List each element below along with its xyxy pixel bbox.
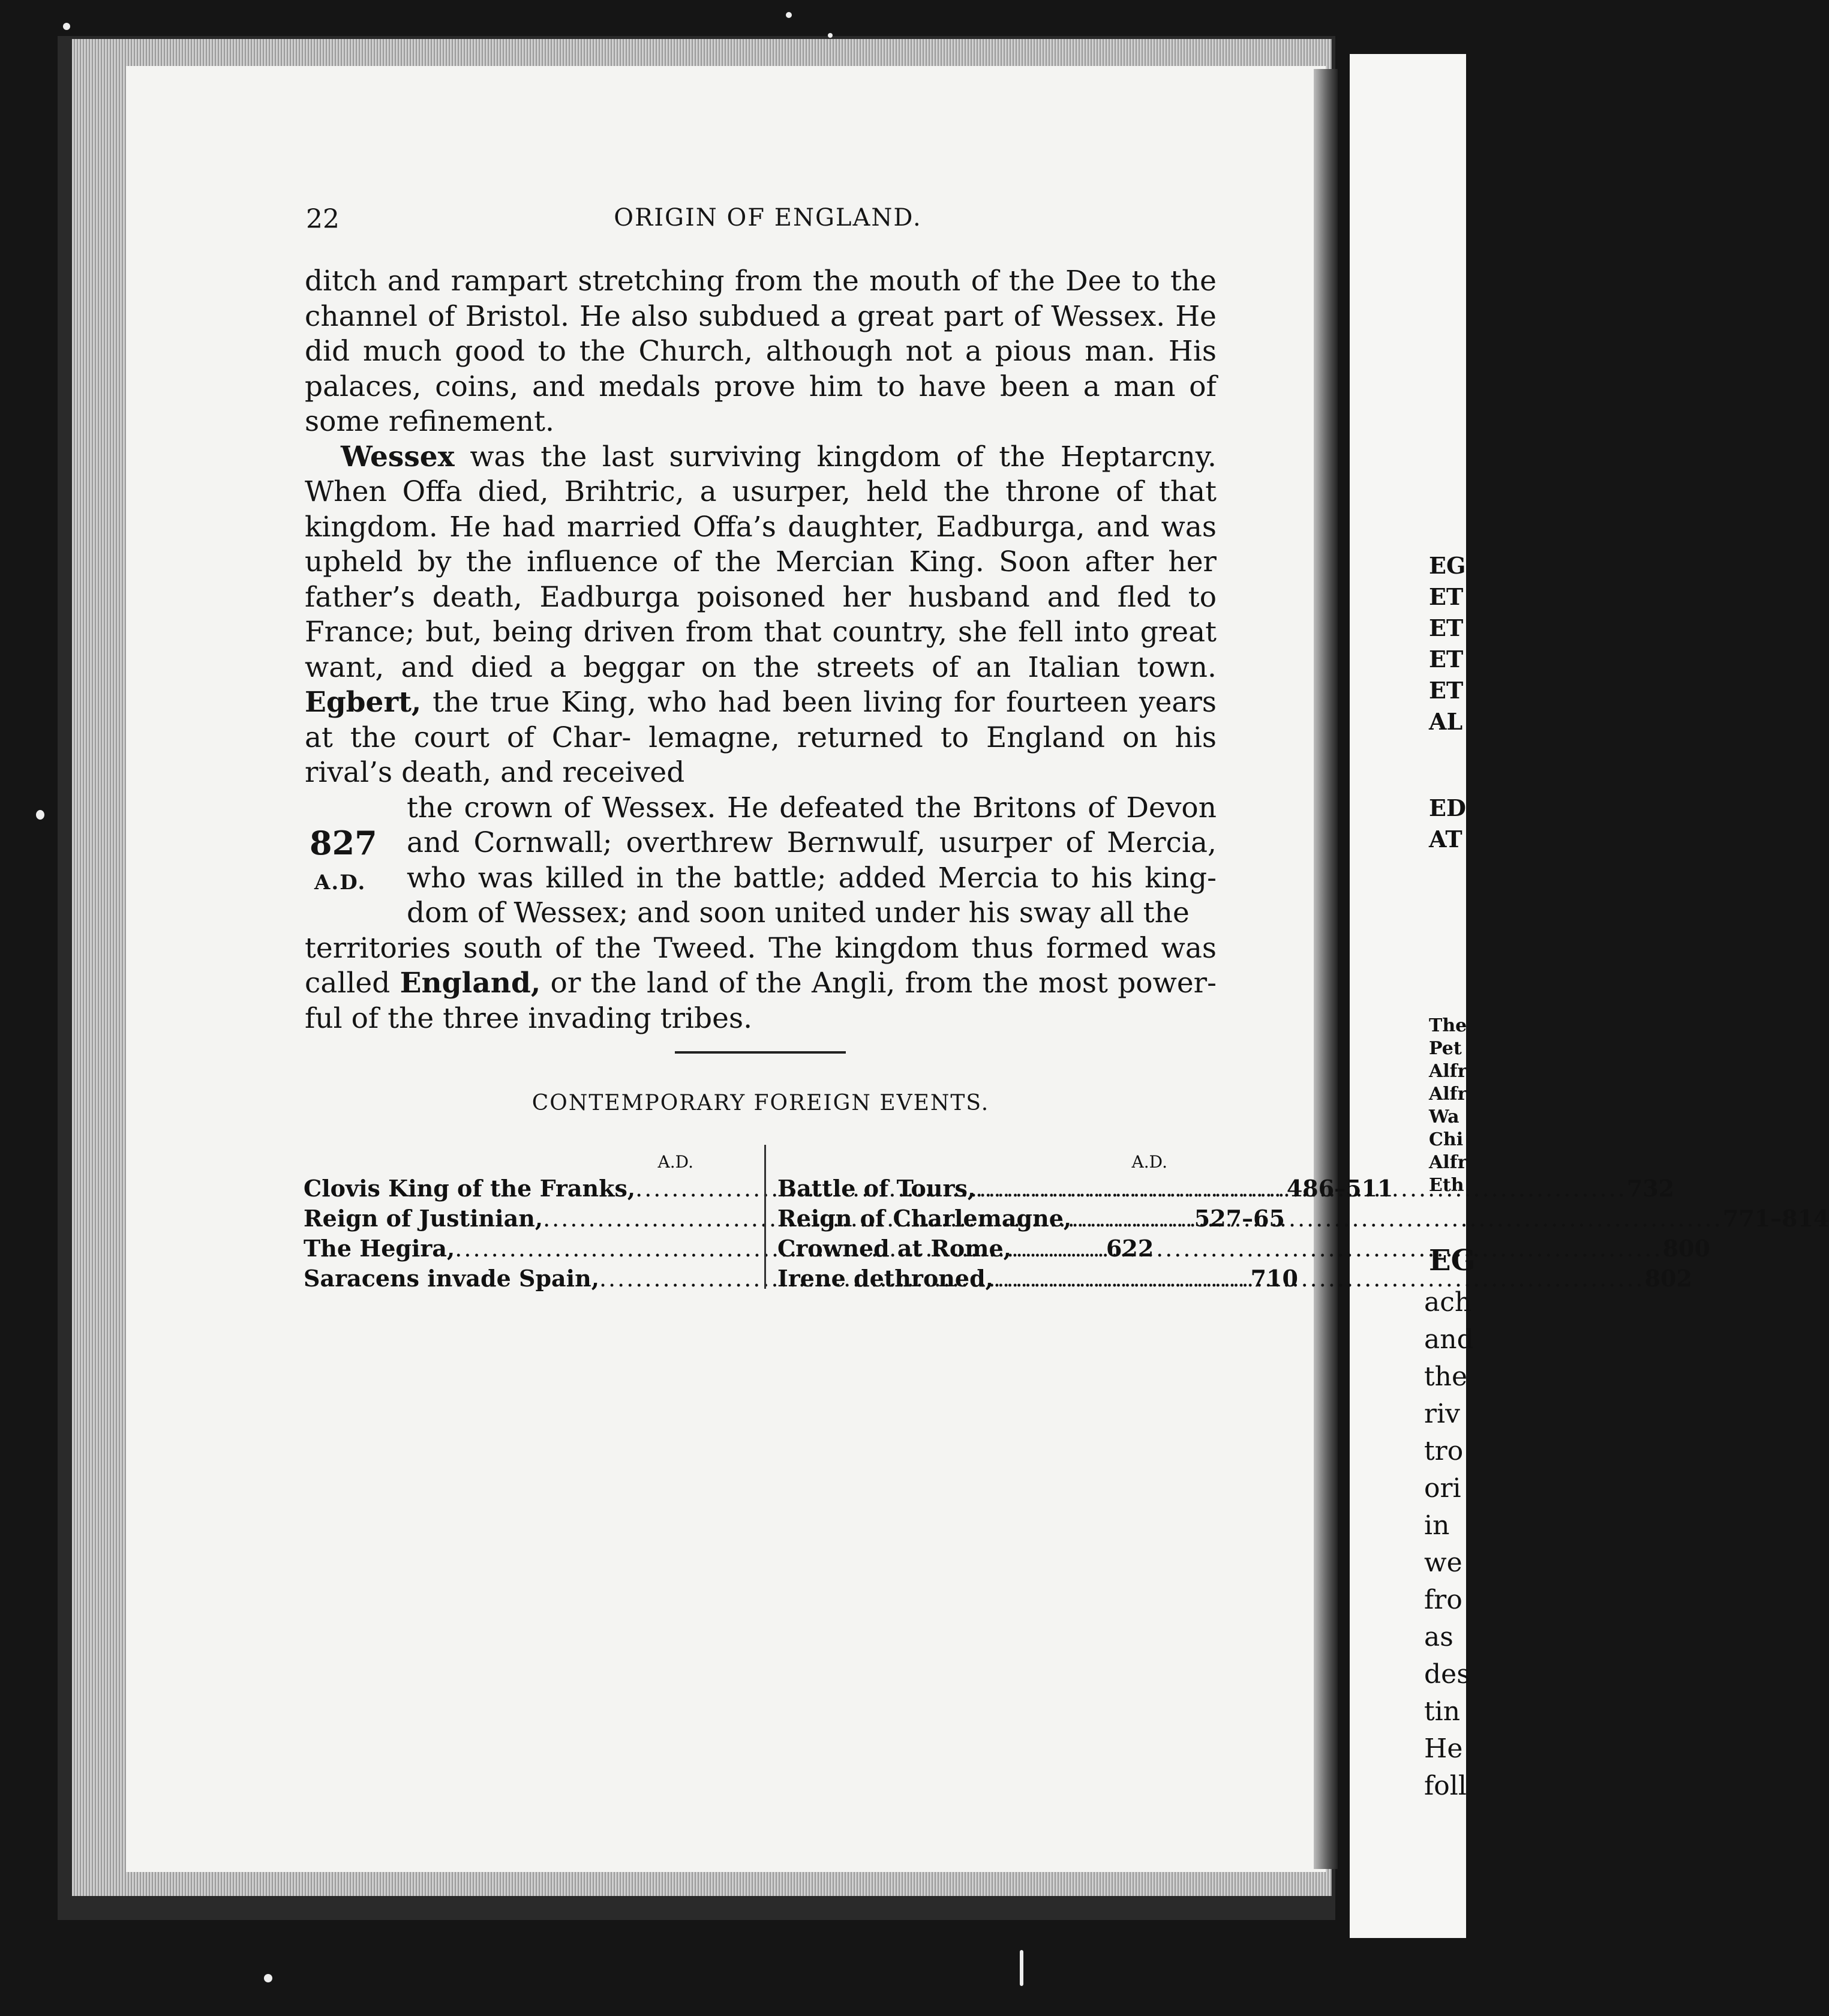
- adjacent-fragment: ED: [1429, 794, 1466, 821]
- text-line: ditch and rampart stretching from the mouth of the Dee to the: [305, 265, 1217, 298]
- text-line: kingdom. He had married Offa’s daughter, Eadburga, and was: [305, 510, 1217, 544]
- event-year: 710: [1250, 1265, 1298, 1292]
- event-name: Battle of Tours,: [777, 1175, 976, 1202]
- adjacent-fragment: ET: [1429, 583, 1464, 610]
- event-year: 802: [1644, 1265, 1692, 1292]
- event-name: Reign of Charlemagne,: [777, 1205, 1072, 1232]
- column-divider: [764, 1145, 766, 1289]
- leader-dots: [975, 1174, 1627, 1204]
- text-line: territories south of the Tweed. The kingdom thus formed was: [305, 931, 1217, 965]
- adjacent-fragment: tro: [1424, 1436, 1464, 1466]
- adjacent-fragment: in: [1424, 1510, 1450, 1541]
- text-line: or the land of the Angli, from the most power-: [540, 967, 1217, 1000]
- event-year: 732: [1626, 1175, 1675, 1202]
- adjacent-fragment: and: [1424, 1324, 1474, 1355]
- section-divider: [675, 1051, 846, 1054]
- text-line: King, who had been living for fourteen years at the court of Char-: [305, 686, 1217, 754]
- adjacent-fragment: as: [1424, 1622, 1453, 1652]
- adjacent-fragment: we: [1424, 1547, 1462, 1578]
- ad-column-label: A.D.: [1131, 1152, 1167, 1172]
- event-year: 622: [1106, 1235, 1154, 1262]
- adjacent-fragment: EG: [1429, 1244, 1476, 1277]
- text-line: called: [305, 967, 400, 1000]
- event-name: Crowned at Rome,: [777, 1235, 1011, 1262]
- paragraph-england: [305, 931, 1217, 1037]
- adjacent-fragment: foll: [1424, 1771, 1467, 1801]
- adjacent-fragment: The: [1429, 1015, 1467, 1036]
- adjacent-fragment: AL: [1429, 708, 1463, 735]
- adjacent-fragment: ach: [1424, 1287, 1472, 1318]
- adjacent-fragment: EG: [1429, 552, 1466, 579]
- adjacent-fragment: des: [1424, 1659, 1470, 1690]
- adjacent-fragment: ET: [1429, 677, 1464, 704]
- adjacent-fragment: ET: [1429, 614, 1464, 641]
- adjacent-fragment: tin: [1424, 1696, 1461, 1727]
- page-header: [306, 204, 1218, 240]
- text-line: was the last surviving kingdom of the Heptarcny.: [454, 440, 1217, 473]
- scan-speck: [63, 23, 70, 30]
- term-england: England,: [400, 967, 541, 1000]
- body-text: [305, 264, 1217, 1036]
- adjacent-fragment: ori: [1424, 1473, 1461, 1504]
- scan-speck: [786, 12, 792, 18]
- text-line: died a beggar on the streets of an Italian town.: [471, 650, 1217, 684]
- text-line: ful of the three invading tribes.: [305, 1001, 753, 1035]
- events-heading: CONTEMPORARY FOREIGN EVENTS.: [531, 1091, 990, 1115]
- adjacent-fragment: Wa: [1429, 1106, 1459, 1127]
- paragraph-wessex: [305, 440, 1217, 791]
- text-line: some refinement.: [305, 405, 554, 438]
- term-wessex: Wessex: [341, 440, 455, 473]
- leader-dots: [993, 1264, 1645, 1294]
- margin-date: [305, 791, 407, 931]
- text-line: the true: [421, 686, 550, 719]
- event-name: Saracens invade Spain,: [304, 1265, 599, 1292]
- adjacent-fragment: fro: [1424, 1585, 1462, 1615]
- adjacent-fragment: Pet: [1429, 1038, 1462, 1059]
- scan-speck: [264, 1974, 272, 1982]
- text-line: dom of Wessex; and soon united under his sway all the: [407, 896, 1190, 929]
- leader-dots: [1071, 1204, 1723, 1234]
- book-gutter: [1314, 69, 1338, 1869]
- text-line: the crown of Wessex. He defeated the Britons of Devon: [407, 791, 1217, 824]
- event-year: 527–65: [1194, 1205, 1285, 1232]
- event-name: The Hegira,: [304, 1235, 455, 1262]
- text-line: father’s death, Eadburga poisoned her husband and fled to France;: [305, 580, 1217, 649]
- adjacent-fragment: Chi: [1429, 1129, 1464, 1150]
- event-year: 800: [1662, 1235, 1710, 1262]
- event-year: 771–814: [1722, 1205, 1829, 1232]
- term-egbert: Egbert,: [305, 686, 422, 719]
- event-name: Irene dethroned,: [777, 1265, 993, 1292]
- adjacent-fragment: Alfr: [1429, 1152, 1467, 1173]
- margin-year: 827: [310, 823, 377, 862]
- ad-column-label: A.D.: [657, 1152, 693, 1172]
- scan-speck: [36, 810, 44, 820]
- text-line: and Cornwall; overthrew Bernwulf, usurper of Mercia,: [407, 826, 1217, 859]
- scan-speck: [828, 33, 833, 38]
- event-year: 486–511: [1286, 1175, 1393, 1202]
- text-line: who was killed in the battle; added Mercia to his king-: [407, 861, 1217, 895]
- text-line: He did much good to the Church, although not a pious man.: [305, 299, 1217, 368]
- adjacent-fragment: ET: [1429, 646, 1464, 673]
- text-line: His palaces, coins, and medals prove him to have been a man of: [305, 335, 1217, 403]
- page-number: 22: [306, 204, 340, 235]
- margin-era: A.D.: [314, 870, 367, 895]
- adjacent-fragment: Alfr: [1429, 1084, 1467, 1105]
- event-name: Clovis King of the Franks,: [304, 1175, 636, 1202]
- adjacent-fragment: the: [1424, 1361, 1468, 1392]
- adjacent-fragment: riv: [1424, 1399, 1460, 1429]
- event-name: Reign of Justinian,: [304, 1205, 543, 1232]
- adjacent-fragment: AT: [1429, 826, 1462, 853]
- margin-adjacent-text: [407, 791, 1217, 931]
- paragraph-offa: [305, 264, 1217, 440]
- text-line: lemagne, returned to England on his rival’s death, and received: [305, 721, 1217, 789]
- margin-note-block: [305, 791, 1217, 931]
- text-line: channel of Bristol. He also subdued a great part of Wessex.: [305, 299, 1166, 333]
- adjacent-fragment: He: [1424, 1733, 1463, 1764]
- text-line: When Offa died, Brihtric, a usurper, held the throne of that: [305, 475, 1217, 508]
- adjacent-fragment: Alfr: [1429, 1061, 1467, 1082]
- leader-dots: [1011, 1234, 1663, 1264]
- scan-speck: [1020, 1950, 1023, 1986]
- text-line: upheld by the influence of the Mercian King. Soon after her: [305, 545, 1217, 578]
- running-title: ORIGIN OF ENGLAND.: [614, 204, 922, 232]
- adjacent-fragment: Eth: [1429, 1175, 1464, 1196]
- text-line: but, being driven from that country, she fell into great want, and: [305, 616, 1217, 684]
